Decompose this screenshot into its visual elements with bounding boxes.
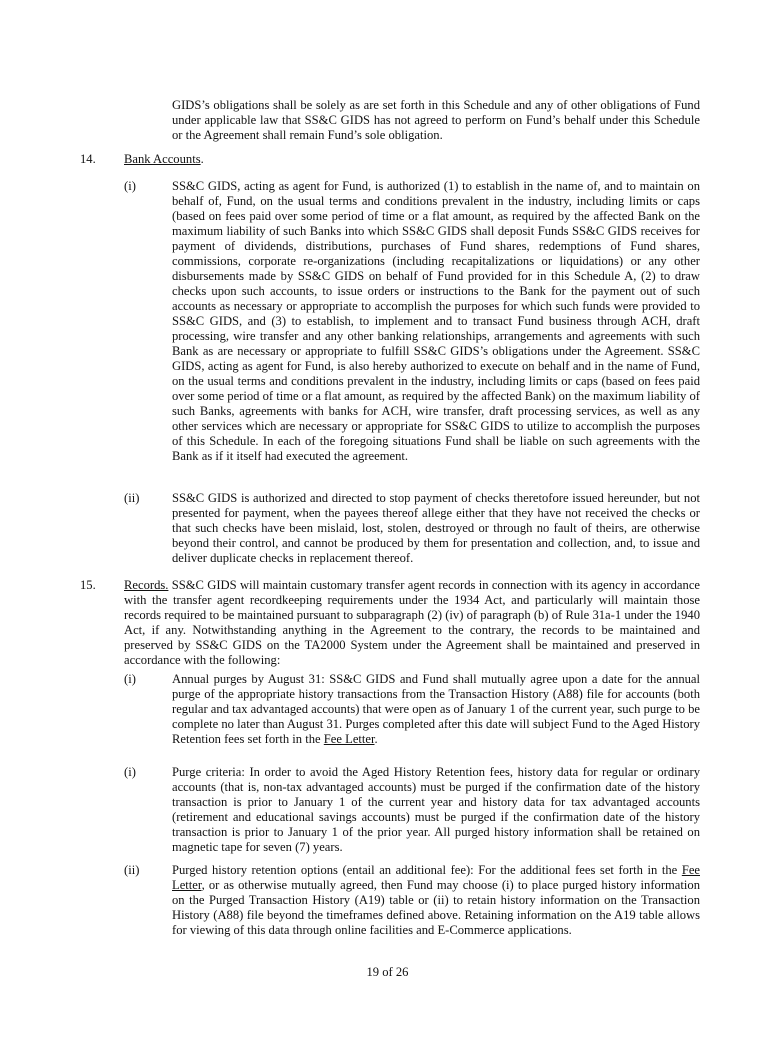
item-text [172,863,700,938]
section-heading [124,152,204,167]
section-intro-text: SS&C GIDS will maintain customary transfer agent records in connection with its agency in accordance with the transfer agent recordkeeping requirements under the 1934 Act, and particularly will maintain those records required to be maintained pursuant to subparagraph (2) (iv) of paragraph (b) of Rule 31a-1 under the 1940 Act, if any. Notwithstanding anything in the Agreement to the contrary, the records to be maintained and preserved by SS&C GIDS on the TA2000 System under the Agreement shall be maintained and preserved in accordance with the following: [124,578,700,667]
item-text-part: . [374,732,378,746]
item-text [172,672,700,747]
item-text-part: Annual purges by August 31: SS&C GIDS and Fund shall mutually agree upon a date for the annual purge of the appropriate history transactions from the Transaction History (A88) file for accounts (both regular and tax advantaged accounts) that were open as of January 1 of the current year, such purge to be complete no later than August 31. Purges completed after this date will subject Fund to the Aged History Retention fees set forth in the [172,672,700,746]
continuation-paragraph: GIDS’s obligations shall be solely as are set forth in this Schedule and any of other obligations of Fund under applicable law that SS&C GIDS has not agreed to perform on Fund’s behalf under this Schedule or the Agreement shall remain Fund’s sole obligation. [172,98,700,142]
heading-period: . [200,152,204,166]
item-text-part: Purged history retention options (entail an additional fee): For the additional fees set forth in the [172,863,682,877]
item-label: (i) [124,179,136,193]
fee-letter-link[interactable]: Fee Letter [323,732,375,746]
item-label: (ii) [124,863,140,877]
section-number: 14. [80,152,96,166]
item-label: (i) [124,765,136,779]
section-intro [124,578,700,668]
section-heading-text: Records. [124,578,169,592]
item-text-part: , or as otherwise mutually agreed, then Fund may choose (i) to place purged history information on the Purged Transaction History (A19) table or (ii) to retain history information on the Transaction History (A88) file beyond the timeframes defined above. Retaining information on the A19 table allows for viewing of this data through online facilities and E-Commerce applications. [172,878,700,937]
fee-letter-link[interactable]: Fee Letter [172,863,700,892]
page-number: 19 of 26 [366,965,409,979]
item-text: Purge criteria: In order to avoid the Aged History Retention fees, history data for regular or ordinary accounts (that is, non-tax advantaged accounts) must be purged if the confirmation date of the history transaction is prior to January 1 of the current year and history data for tax advantaged accounts (retirement and educational savings accounts) must be purged if the confirmation date of the history transaction is prior to January 1 of the prior year. All purged history information shall be retained on magnetic tape for seven (7) years. [172,765,700,854]
section-heading-text: Bank Accounts [124,152,201,166]
section-number: 15. [80,578,96,592]
item-text: SS&C GIDS, acting as agent for Fund, is authorized (1) to establish in the name of, and to maintain on behalf of, Fund, on the usual terms and conditions prevalent in the industry, including limits or caps (based on fees paid over some period of time or a flat amount, as required by the affected Bank on the maximum liability of such Banks into which SS&C GIDS shall deposit Funds SS&C GIDS receives for payment of dividends, distributions, purchases of Fund shares, redemptions of Fund shares, commissions, corporate re-organizations (including recapitalizations or liquidations) or any other disbursements made by SS&C GIDS on behalf of Fund provided for in this Schedule A, (2) to draw checks upon such accounts, to issue orders or instructions to the Bank for the payment out of such accounts as necessary or appropriate to accomplish the purposes for which such funds were provided to SS&C GIDS, and (3) to establish, to implement and to transact Fund business through ACH, draft processing, wire transfer and any other banking relationships, arrangements and agreements with such Bank as are necessary or appropriate to fulfill SS&C GIDS’s obligations under the Agreement. SS&C GIDS, acting as agent for Fund, is also hereby authorized to execute on behalf and in the name of Fund, on the usual terms and conditions prevalent in the industry, including limits or caps (based on fees paid over some period of time or a flat amount, as required by the affected Bank) on the maximum liability of such Banks, agreements with banks for ACH, wire transfer, draft processing services, as well as any other services which are necessary or appropriate for SS&C GIDS to utilize to accomplish the purposes of this Schedule. In each of the foregoing situations Fund shall be liable on such agreements with the Bank as if it itself had executed the agreement. [172,179,700,463]
item-label: (i) [124,672,136,686]
item-text: SS&C GIDS is authorized and directed to stop payment of checks theretofore issued hereunder, but not presented for payment, when the payees thereof allege either that they have not received the checks or that such checks have been mislaid, lost, stolen, destroyed or through no fault of theirs, are otherwise beyond their control, and cannot be produced by them for presentation and collection, and, to issue and deliver duplicate checks in replacement thereof. [172,491,700,565]
item-label: (ii) [124,491,140,505]
